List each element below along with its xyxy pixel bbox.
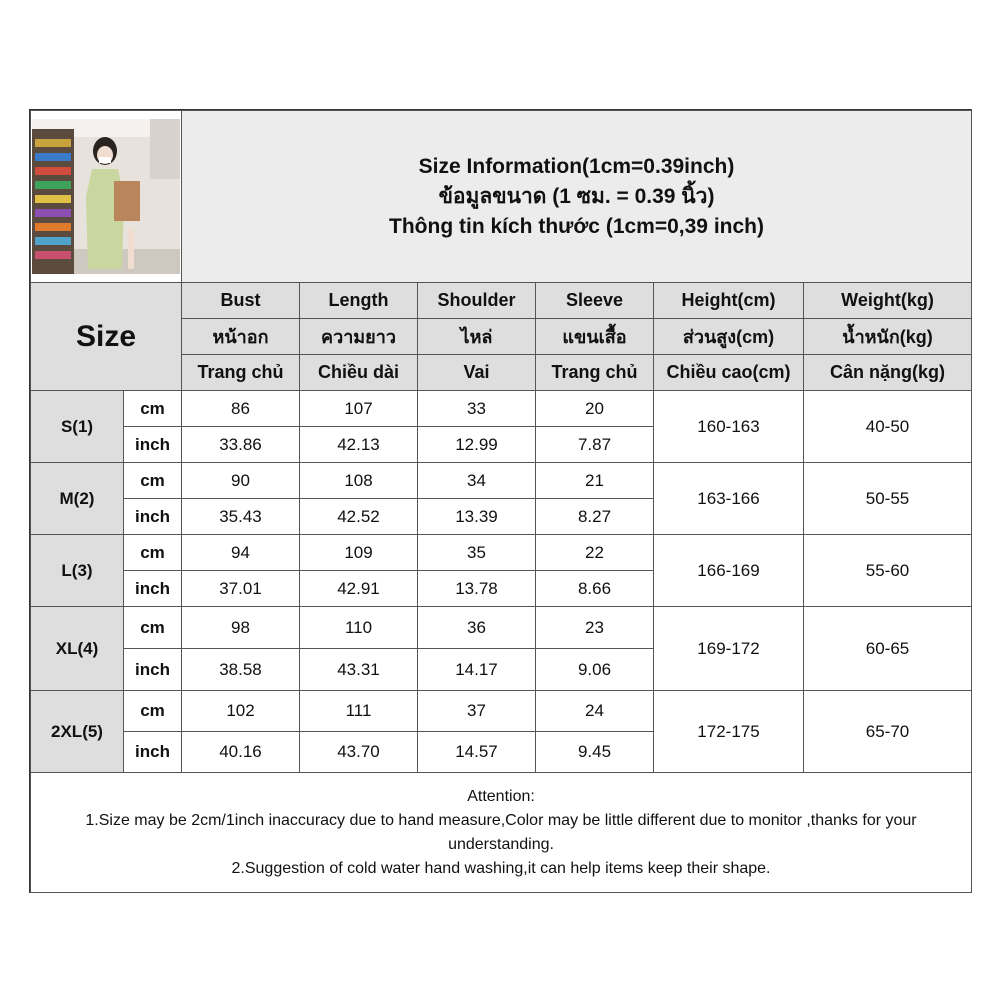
cell-length-inch: 42.91 xyxy=(300,571,418,607)
notes-line-2: 2.Suggestion of cold water hand washing,it can help items keep their shape. xyxy=(231,859,771,877)
cell-weight: 55-60 xyxy=(804,535,972,607)
cell-shoulder-inch: 13.78 xyxy=(418,571,536,607)
size-label: XL(4) xyxy=(31,607,124,691)
size-label: M(2) xyxy=(31,463,124,535)
cell-weight: 65-70 xyxy=(804,691,972,773)
cell-length-inch: 42.52 xyxy=(300,499,418,535)
title-vietnamese: Thông tin kích thước (1cm=0,39 inch) xyxy=(389,214,764,238)
cell-length-inch: 42.13 xyxy=(300,427,418,463)
cell-bust-inch: 35.43 xyxy=(182,499,300,535)
unit-cm: cm xyxy=(124,535,182,571)
cell-shoulder-cm: 34 xyxy=(418,463,536,499)
cell-height: 166-169 xyxy=(654,535,804,607)
cell-sleeve-cm: 24 xyxy=(536,691,654,732)
size-chart-sheet xyxy=(29,109,972,893)
cell-bust-cm: 90 xyxy=(182,463,300,499)
cell-sleeve-inch: 9.45 xyxy=(536,732,654,773)
unit-cm: cm xyxy=(124,391,182,427)
table-row xyxy=(31,463,972,499)
col-weight-vi: Cân nặng(kg) xyxy=(804,355,972,391)
cell-weight: 60-65 xyxy=(804,607,972,691)
cell-sleeve-cm: 22 xyxy=(536,535,654,571)
title-english: Size Information(1cm=0.39inch) xyxy=(418,154,735,178)
cell-sleeve-inch: 7.87 xyxy=(536,427,654,463)
col-weight-en: Weight(kg) xyxy=(804,283,972,319)
col-sleeve-en: Sleeve xyxy=(536,283,654,319)
cell-bust-cm: 94 xyxy=(182,535,300,571)
table-row xyxy=(31,691,972,732)
notes-line-1: 1.Size may be 2cm/1inch inaccuracy due to hand measure,Color may be little different due to monitor ,thanks for your understanding. xyxy=(85,811,917,853)
cell-weight: 50-55 xyxy=(804,463,972,535)
cell-sleeve-cm: 23 xyxy=(536,607,654,649)
cell-shoulder-inch: 14.57 xyxy=(418,732,536,773)
header-row-english xyxy=(31,283,972,319)
cell-weight: 40-50 xyxy=(804,391,972,463)
cell-shoulder-cm: 36 xyxy=(418,607,536,649)
unit-cm: cm xyxy=(124,463,182,499)
size-chart-table xyxy=(30,110,972,893)
col-height-en: Height(cm) xyxy=(654,283,804,319)
cell-sleeve-inch: 8.66 xyxy=(536,571,654,607)
col-length-th: ความยาว xyxy=(300,319,418,355)
col-bust-th: หน้าอก xyxy=(182,319,300,355)
notes-row xyxy=(31,773,972,893)
col-shoulder-en: Shoulder xyxy=(418,283,536,319)
cell-height: 163-166 xyxy=(654,463,804,535)
cell-sleeve-cm: 20 xyxy=(536,391,654,427)
col-length-en: Length xyxy=(300,283,418,319)
unit-cm: cm xyxy=(124,691,182,732)
cell-length-cm: 110 xyxy=(300,607,418,649)
col-shoulder-th: ไหล่ xyxy=(418,319,536,355)
cell-shoulder-inch: 14.17 xyxy=(418,649,536,691)
cell-length-cm: 111 xyxy=(300,691,418,732)
cell-height: 160-163 xyxy=(654,391,804,463)
col-shoulder-vi: Vai xyxy=(418,355,536,391)
cell-shoulder-cm: 35 xyxy=(418,535,536,571)
cell-sleeve-inch: 9.06 xyxy=(536,649,654,691)
unit-inch: inch xyxy=(124,571,182,607)
unit-inch: inch xyxy=(124,427,182,463)
size-label: S(1) xyxy=(31,391,124,463)
col-sleeve-vi: Trang chủ xyxy=(536,355,654,391)
size-header: Size xyxy=(31,283,182,391)
size-label: L(3) xyxy=(31,535,124,607)
cell-shoulder-cm: 37 xyxy=(418,691,536,732)
cell-shoulder-inch: 12.99 xyxy=(418,427,536,463)
unit-inch: inch xyxy=(124,732,182,773)
col-height-th: ส่วนสูง(cm) xyxy=(654,319,804,355)
cell-sleeve-inch: 8.27 xyxy=(536,499,654,535)
unit-inch: inch xyxy=(124,649,182,691)
cell-length-cm: 108 xyxy=(300,463,418,499)
cell-bust-cm: 102 xyxy=(182,691,300,732)
col-bust-vi: Trang chủ xyxy=(182,355,300,391)
cell-bust-inch: 40.16 xyxy=(182,732,300,773)
cell-length-inch: 43.31 xyxy=(300,649,418,691)
col-weight-th: น้ำหนัก(kg) xyxy=(804,319,972,355)
cell-height: 172-175 xyxy=(654,691,804,773)
cell-length-cm: 109 xyxy=(300,535,418,571)
cell-bust-inch: 37.01 xyxy=(182,571,300,607)
col-sleeve-th: แขนเสื้อ xyxy=(536,319,654,355)
cell-shoulder-inch: 13.39 xyxy=(418,499,536,535)
table-row xyxy=(31,535,972,571)
title-cell xyxy=(182,111,972,283)
cell-sleeve-cm: 21 xyxy=(536,463,654,499)
cell-bust-cm: 86 xyxy=(182,391,300,427)
notes-cell xyxy=(31,773,972,893)
unit-inch: inch xyxy=(124,499,182,535)
cell-height: 169-172 xyxy=(654,607,804,691)
title-row xyxy=(31,111,972,283)
cell-shoulder-cm: 33 xyxy=(418,391,536,427)
unit-cm: cm xyxy=(124,607,182,649)
table-row xyxy=(31,607,972,649)
cell-length-cm: 107 xyxy=(300,391,418,427)
col-height-vi: Chiều cao(cm) xyxy=(654,355,804,391)
col-bust-en: Bust xyxy=(182,283,300,319)
notes-heading: Attention: xyxy=(467,787,535,805)
cell-bust-cm: 98 xyxy=(182,607,300,649)
title-thai: ข้อมูลขนาด (1 ซม. = 0.39 นิ้ว) xyxy=(438,184,715,208)
cell-bust-inch: 33.86 xyxy=(182,427,300,463)
cell-bust-inch: 38.58 xyxy=(182,649,300,691)
table-row xyxy=(31,391,972,427)
col-length-vi: Chiều dài xyxy=(300,355,418,391)
cell-length-inch: 43.70 xyxy=(300,732,418,773)
size-label: 2XL(5) xyxy=(31,691,124,773)
product-photo xyxy=(32,119,180,274)
product-photo-cell xyxy=(31,111,182,283)
